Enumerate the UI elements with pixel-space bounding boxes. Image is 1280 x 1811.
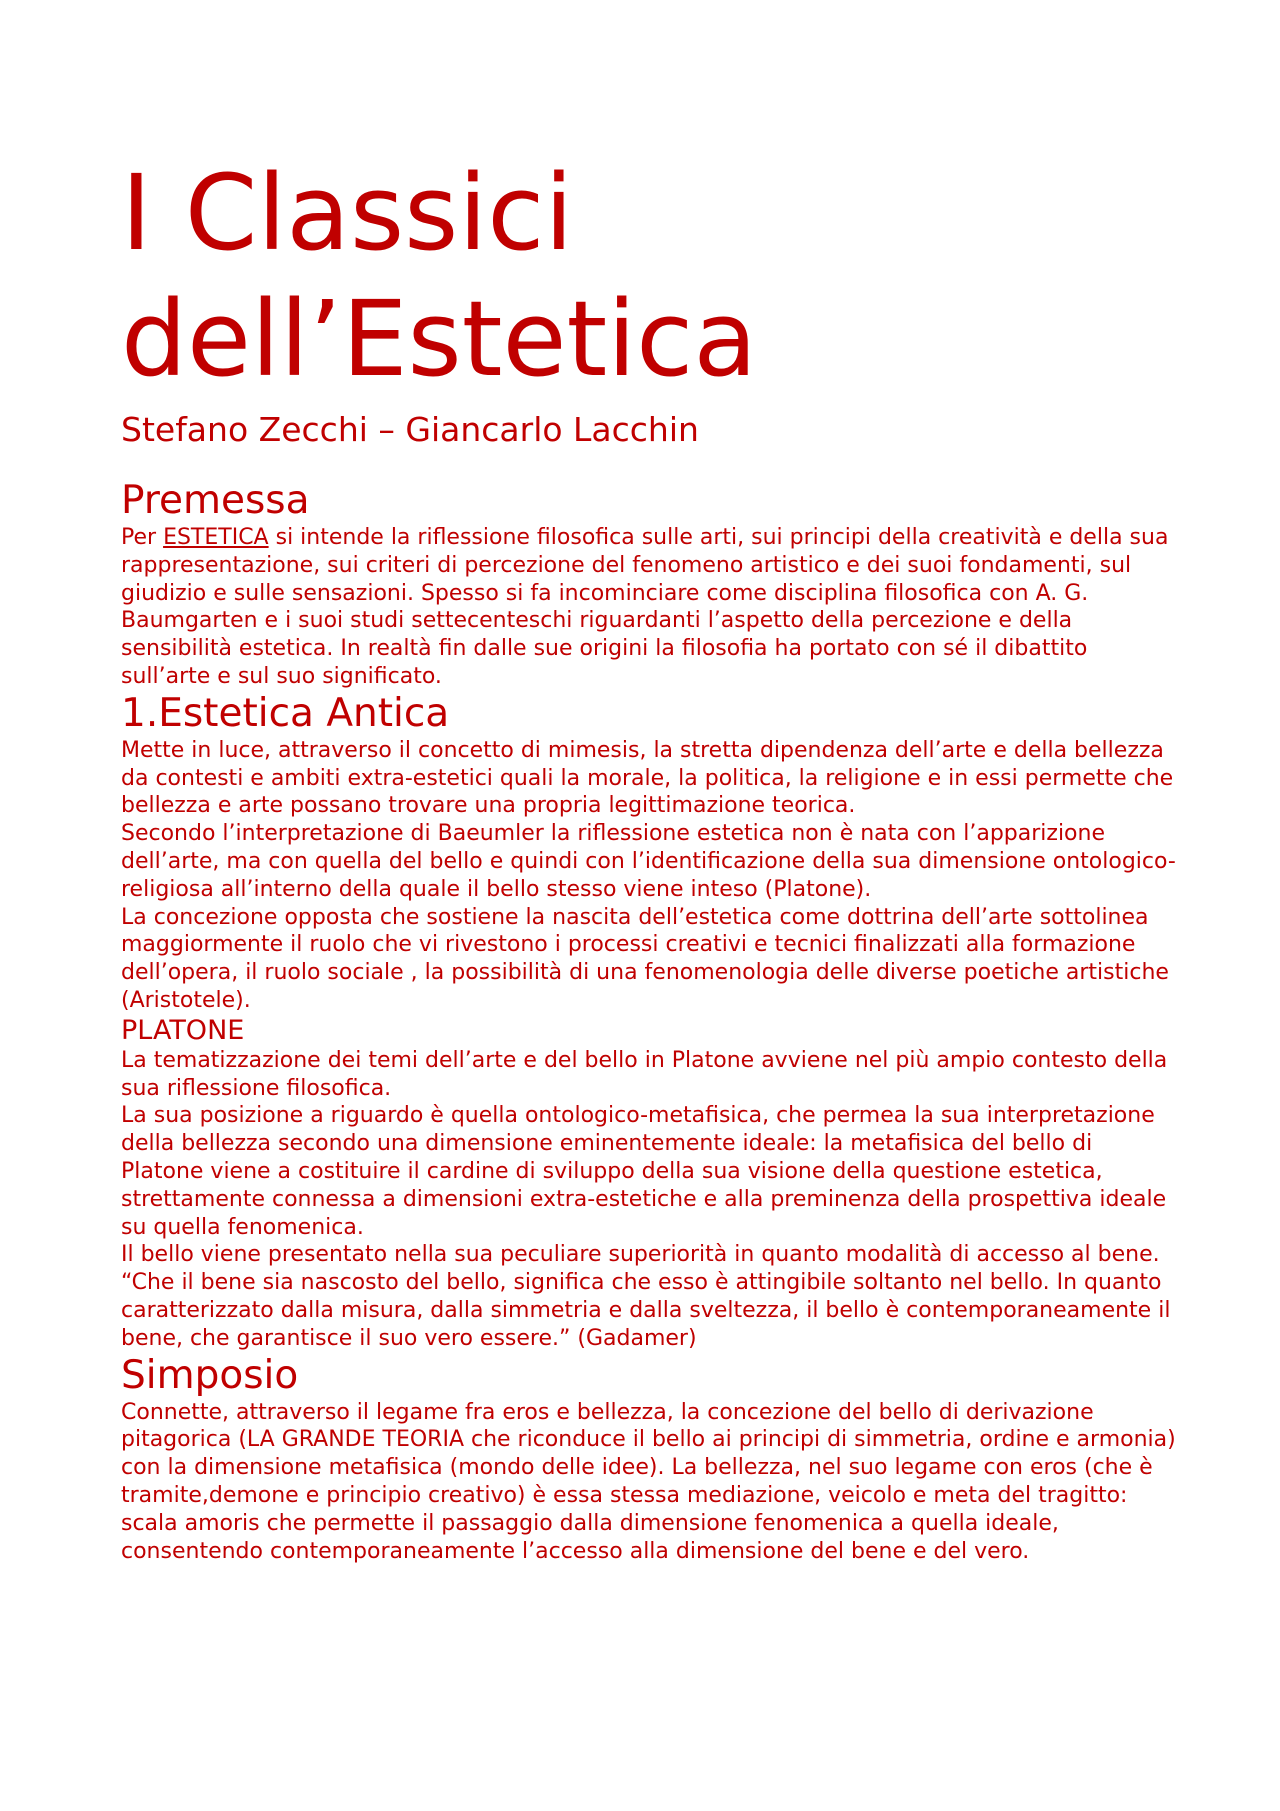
paragraph-simposio: Connette, attraverso il legame fra eros e bellezza, la concezione del bello di derivazione pitagorica (LA GRANDE TEORIA che riconduce il bello ai principi di simmetria, ordine e armonia) con la dimensione metafisica (mondo delle idee). La bellezza, nel suo legame con eros (che è tramite,demone e principio creativo) è essa stessa mediazione, veicolo e meta del tragitto: scala amoris che permette il passaggio dalla dimensione fenomenica a quella ideale, consentendo contemporaneamente l’accesso alla dimensione del bene e del vero.	[121, 1399, 1176, 1564]
document-authors: Stefano Zecchi – Giancarlo Lacchin	[121, 410, 699, 449]
paragraph-premessa	[121, 524, 1181, 691]
title-line-2: dell’Estetica	[121, 278, 758, 400]
paragraph-platone-quote: “Che il bene sia nascosto del bello, significa che esso è attingibile soltanto nel bello. In quanto caratterizzato dalla misura, dalla simmetria e dalla sveltezza, il bello è contemporaneamente il bene, che garantisce il suo vero essere.” (Gadamer)	[121, 1270, 1171, 1351]
paragraph-antica-1: Mette in luce, attraverso il concetto di mimesis, la stretta dipendenza dell’arte e della bellezza da contesti e ambiti extra-estetici quali la morale, la politica, la religione e in essi permette che bellezza e arte possano trovare una propria legittimazione teorica.	[121, 737, 1174, 819]
estetica-term: ESTETICA	[163, 525, 269, 550]
heading-platone: PLATONE	[121, 1014, 245, 1046]
premessa-text-rest: si intende la riflessione filosofica sulle arti, sui principi della creatività e della sua rappresentazione, sui criteri di percezione del fenomeno artistico e dei suoi fondamenti, sul giudizio e sulle sensazioni. Spesso si fa incominciare come disciplina filosofica con A. G. Baumgarten e i suoi studi settecenteschi riguardanti l’aspetto della percezione e della sensibilità estetica. In realtà fin dalle sue origini la filosofia ha portato con sé il dibattito sull’arte e sul suo significato.	[121, 525, 1169, 689]
document-page	[121, 150, 1181, 1565]
paragraph-antica-3: La concezione opposta che sostiene la nascita dell’estetica come dottrina dell’arte sottolinea maggiormente il ruolo che vi rivestono i processi creativi e tecnici finalizzati alla formazione dell’opera, il ruolo sociale , la possibilità di una fenomenologia delle diverse poetiche artistiche (Aristotele).	[121, 904, 1169, 1013]
document-title	[121, 150, 1181, 402]
paragraph-platone-2: La sua posizione a riguardo è quella ontologico-metafisica, che permea la sua interpretazione della bellezza secondo una dimensione eminentemente ideale: la metafisica del bello di Platone viene a costituire il cardine di sviluppo della sua visione della questione estetica, strettamente connessa a dimensioni extra-estetiche e alla preminenza della prospettiva ideale su quella fenomenica.	[121, 1103, 1167, 1240]
heading-premessa: Premessa	[121, 478, 310, 523]
paragraph-antica-2: Secondo l’interpretazione di Baeumler la riflessione estetica non è nata con l’apparizione dell’arte, ma con quella del bello e quindi con l’identificazione della sua dimensione ontologico-religiosa all’interno della quale il bello stesso viene inteso (Platone).	[121, 821, 1176, 902]
premessa-text-start: Per	[121, 525, 164, 550]
paragraph-platone-1: La tematizzazione dei temi dell’arte e del bello in Platone avviene nel più ampio contesto della sua riflessione filosofica.	[121, 1047, 1168, 1101]
heading-estetica-antica: 1.Estetica Antica	[121, 690, 450, 736]
heading-simposio: Simposio	[121, 1352, 299, 1398]
title-line-1: I Classici	[121, 152, 574, 274]
paragraph-platone-3: Il bello viene presentato nella sua peculiare superiorità in quanto modalità di accesso al bene.	[121, 1242, 1160, 1268]
